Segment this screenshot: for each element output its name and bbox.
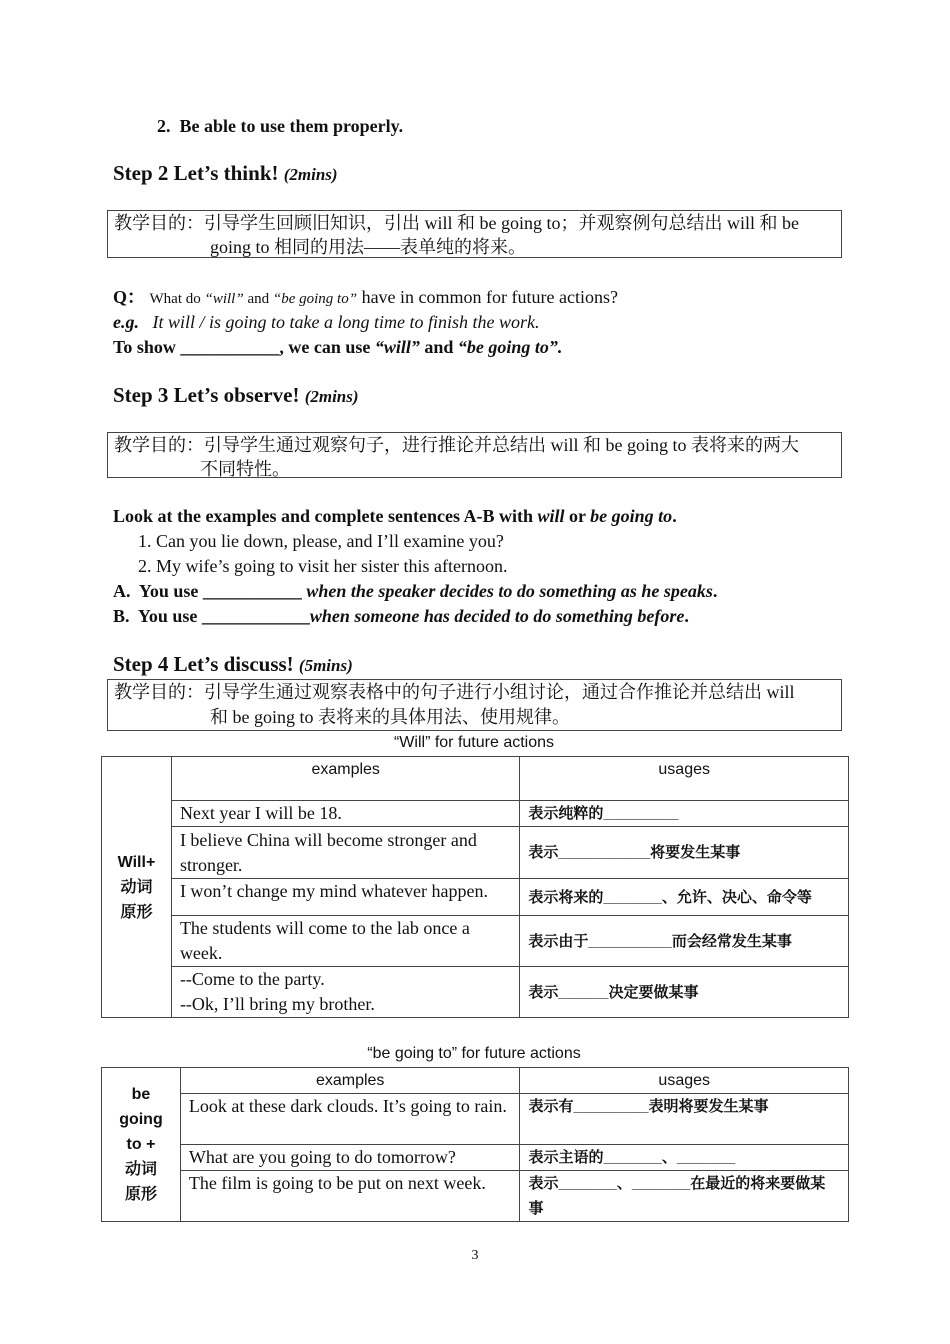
table-row (102, 916, 849, 967)
usage-cell: 表示纯粹的_________ (520, 801, 849, 827)
step2-title: Step 2 Let’s think! (113, 161, 279, 185)
step3-aim-box (107, 432, 842, 478)
table-row (102, 879, 849, 916)
table-row (102, 1145, 849, 1171)
side-line: 动词 (124, 1161, 157, 1178)
sentence-a-end: . (712, 581, 718, 601)
step3-mins: (2mins) (304, 387, 359, 406)
step2-heading (113, 161, 338, 186)
to-show-text: To show ___________, we can use (113, 337, 375, 357)
step2-question (113, 285, 618, 312)
step4-aim-box (107, 679, 842, 731)
sentence-b-end: . (684, 606, 689, 626)
example-cell: What are you going to do tomorrow? (180, 1145, 520, 1171)
objective-text: Be able to use them properly. (179, 116, 404, 136)
table-row (102, 967, 849, 1018)
question-what: What do (149, 291, 205, 307)
step3-example-2: 2. My wife’s going to visit her sister this afternoon. (138, 556, 508, 576)
objective-number: 2. (157, 116, 171, 136)
example-label: e.g. (113, 312, 139, 332)
to-show-be-going-to: “be going to”. (457, 337, 563, 357)
step2-aim-line1: 教学目的：引导学生回顾旧知识，引出 will 和 be going to；并观察例句总结出 will 和 be (114, 213, 799, 233)
usage-cell: 表示______决定要做某事 (520, 967, 849, 1018)
example-cell: The film is going to be put on next week. (180, 1171, 520, 1222)
to-show-will: “will” (374, 337, 420, 357)
col-header-usages: usages (520, 1068, 849, 1094)
step4-mins: (5mins) (298, 656, 353, 675)
step3-example-1: 1. Can you lie down, please, and I’ll examine you? (138, 531, 504, 551)
step3-sentence-a (113, 579, 717, 604)
step4-heading (113, 652, 353, 677)
question-rest: have in common for future actions? (357, 287, 618, 307)
usage-cell: 表示_______、_______在最近的将来要做某事 (520, 1171, 849, 1222)
example-text: It will / is going to take a long time to finish the work. (152, 312, 540, 332)
page-number: 3 (471, 1248, 479, 1263)
step3-aim-line2: 不同特性。 (200, 459, 290, 479)
instruction-text: Look at the examples and complete sentences A-B with (113, 506, 538, 526)
side-line: 原形 (120, 903, 153, 921)
step2-aim-line2: going to 相同的用法——表单纯的将来。 (210, 237, 527, 257)
col-header-examples: examples (180, 1068, 520, 1094)
step3-title: Step 3 Let’s observe! (113, 383, 300, 407)
step3-heading (113, 383, 359, 408)
step2-example (113, 310, 539, 335)
col-header-usages: usages (520, 757, 849, 801)
step4-aim-line1: 教学目的：引导学生通过观察表格中的句子进行小组讨论，通过合作推论并总结出 will (114, 682, 795, 702)
objective-item-2 (157, 114, 403, 139)
sentence-b-label: B. You use ____________ (113, 606, 310, 626)
table-row (102, 1094, 849, 1145)
step2-aim-box (107, 210, 842, 258)
step4-aim-line2: 和 be going to 表将来的具体用法、使用规律。 (210, 707, 570, 727)
usage-cell: 表示有_________表明将要发生某事 (520, 1094, 849, 1145)
to-show-and: and (419, 337, 458, 357)
bgt-table-side-label (102, 1068, 181, 1222)
will-table-side-label (102, 757, 172, 1018)
example-line: --Come to the party. (179, 969, 325, 989)
example-cell: The students will come to the lab once a week. (171, 916, 519, 967)
instruction-end: . (672, 506, 677, 526)
example-cell (171, 967, 519, 1018)
step4-title: Step 4 Let’s discuss! (113, 652, 294, 676)
sentence-b-rest: when someone has decided to do something before (309, 606, 685, 626)
question-label: Q： (113, 287, 146, 307)
question-will: “will” (204, 291, 244, 307)
side-line: going (119, 1111, 163, 1128)
table-row (102, 801, 849, 827)
bgt-table (101, 1067, 849, 1222)
bgt-table-caption: “be going to” for future actions (367, 1045, 581, 1062)
instruction-will: will (537, 506, 565, 526)
step2-mins: (2mins) (283, 165, 338, 184)
usage-cell: 表示由于__________而会经常发生某事 (520, 916, 849, 967)
usage-cell: 表示主语的_______、_______ (520, 1145, 849, 1171)
side-line: Will+ (117, 853, 156, 871)
step3-instruction (113, 504, 677, 529)
usage-cell: 表示将来的_______、允许、决心、命令等 (520, 879, 849, 916)
example-cell: I believe China will become stronger and stronger. (171, 827, 519, 879)
side-line: 原形 (124, 1186, 157, 1203)
step3-aim-line1: 教学目的：引导学生通过观察句子，进行推论并总结出 will 和 be going to 表将来的两大 (114, 435, 799, 455)
sentence-a-label: A. You use ___________ (113, 581, 307, 601)
question-be-going-to: “be going to” (272, 291, 358, 307)
step3-sentence-b (113, 604, 689, 629)
example-cell: Next year I will be 18. (171, 801, 519, 827)
will-table-caption: “Will” for future actions (393, 734, 555, 751)
example-line: --Ok, I’ll bring my brother. (179, 994, 375, 1014)
will-table (101, 756, 849, 1018)
example-cell: Look at these dark clouds. It’s going to rain. (180, 1094, 520, 1145)
example-cell: I won’t change my mind whatever happen. (171, 879, 519, 916)
instruction-be-going-to: be going to (590, 506, 673, 526)
side-line: to + (126, 1136, 156, 1153)
usage-cell: 表示___________将要发生某事 (520, 827, 849, 879)
step2-to-show (113, 335, 562, 360)
sentence-a-rest: when the speaker decides to do something as he speaks (306, 581, 713, 601)
question-and: and (243, 291, 273, 307)
side-line: be (131, 1086, 151, 1103)
table-row (102, 827, 849, 879)
side-line: 动词 (120, 878, 153, 896)
table-row (102, 1171, 849, 1222)
col-header-examples: examples (171, 757, 519, 801)
instruction-or: or (564, 506, 591, 526)
